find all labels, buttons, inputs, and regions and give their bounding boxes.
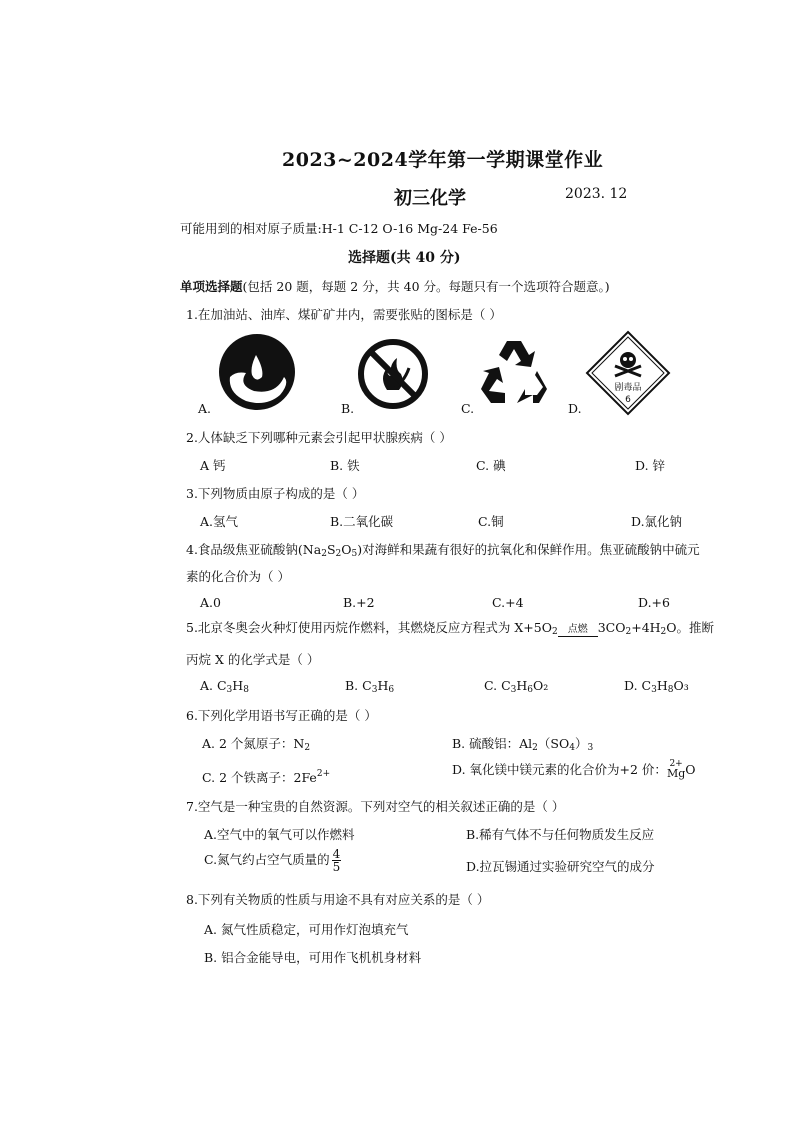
q4-option-c: C.+4 [492,595,524,610]
q4-stem-part: S [326,542,336,557]
opt-text: H [516,678,528,693]
opt-text: O₃ [673,678,689,693]
valence-top: 2+ [669,759,683,769]
q7-option-a: A.空气中的氧气可以作燃料 [204,827,355,842]
opt-text: ） [574,736,588,751]
opt-text: A. C [200,678,227,693]
page-title: 2023~2024学年第一学期课堂作业 [282,149,604,171]
q8-option-a: A. 氮气性质稳定，可用作灯泡填充气 [204,922,409,937]
q4-stem-part: )对海鲜和果蔬有很好的抗氧化和保鲜作用。焦亚硫酸钠中硫元 [357,542,700,557]
opt-text: D. 氧化镁中镁元素的化合价为+2 价： [452,762,667,777]
opt-text: O₂ [533,678,549,693]
q4-option-d: D.+6 [638,595,670,610]
q1-label-d: D. [568,401,582,416]
q5-stem-part: 5.北京冬奥会火种灯使用丙烷作燃料，其燃烧反应方程式为 X+5O [186,620,552,635]
q5-sub: 2 [551,627,558,637]
q5-option-d [624,678,689,695]
opt-text: B. C [345,678,372,693]
q5-stem-part: O。推断 [666,620,715,635]
opt-sub: 6 [527,685,534,695]
q6-option-d [452,760,696,778]
reaction-condition [558,625,598,637]
recycle-icon [477,337,551,409]
opt-sub: 3 [226,685,233,695]
no-fire-icon [357,338,429,410]
subject-title: 初三化学 [394,188,466,209]
atomic-masses: 可能用到的相对原子质量:H-1 C-12 O-16 Mg-24 Fe-56 [180,221,498,236]
q3-option-d: D.氯化钠 [631,514,683,529]
question-8-stem: 8.下列有关物质的性质与用途不具有对应关系的是（ ） [186,892,490,907]
opt-sub: 3 [651,685,657,695]
opt-text: （SO [537,736,570,751]
q4-option-a: A.0 [200,595,221,610]
section-title: 选择题(共 40 分) [348,250,461,266]
opt-text: O [685,762,696,777]
opt-text: C.氮气约占空气质量的 [204,852,330,867]
q7-option-d: D.拉瓦锡通过实验研究空气的成分 [466,859,655,874]
reaction-line [558,636,598,637]
opt-sub: 2 [304,743,311,753]
question-5-stem-line2: 丙烷 X 的化学式是（ ） [186,652,320,667]
q4-sub: 2 [321,549,327,559]
opt-sup: 2+ [316,769,331,779]
question-2-stem: 2.人体缺乏下列哪种元素会引起甲状腺疾病（ ） [186,430,452,445]
opt-text: H [656,678,668,693]
opt-sub: 3 [587,743,594,753]
opt-text: H [232,678,244,693]
section-instructions [180,277,610,295]
q1-label-c: C. [461,401,475,416]
q4-stem-part: 4.食品级焦亚硫酸钠(Na [186,542,322,557]
condition-text: 点燃 [567,624,588,635]
toxic-class-number: 6 [625,395,631,405]
toxic-hazard-icon [585,330,671,416]
valence-notation [667,760,685,778]
instr-rest: (包括 20 题，每题 2 分，共 40 分。每题只有一个选项符合题意。) [242,279,610,294]
q5-sub: 2 [660,627,667,637]
q4-sub: 2 [335,549,342,559]
q4-stem-part: O [341,542,352,557]
question-6-stem: 6.下列化学用语书写正确的是（ ） [186,708,377,723]
q3-option-a: A.氢气 [200,514,239,529]
q2-option-b: B. 铁 [330,458,360,473]
opt-text: C. 2 个铁离子：2Fe [202,770,317,785]
q4-option-b: B.+2 [343,595,375,610]
q3-option-c: C.铜 [478,514,504,529]
opt-sub: 3 [510,685,517,695]
q8-option-b: B. 铝合金能导电，可用作飞机机身材料 [204,950,422,965]
fraction-denominator: 5 [332,860,341,874]
q6-option-a [202,734,310,753]
opt-text: D. C [624,678,652,693]
q2-option-c: C. 碘 [476,458,506,473]
q2-option-d: D. 锌 [635,458,666,473]
q5-stem-part: +4H [631,620,661,635]
q5-stem-part: 3CO [597,620,626,635]
opt-sub: 6 [388,685,395,695]
opt-sub: 3 [371,685,378,695]
q2-option-a: A 钙 [200,458,226,473]
q5-option-b [345,678,394,695]
opt-sub: 8 [243,685,249,695]
q3-option-b: B.二氧化碳 [330,514,394,529]
opt-sub: 8 [667,685,674,695]
opt-text: B. 硫酸铝：Al [452,736,533,751]
date: 2023. 12 [565,186,628,202]
question-4-stem-line2: 素的化合价为（ ） [186,569,290,584]
q1-label-b: B. [341,401,355,416]
valence-element: Mg [666,767,686,780]
question-4-stem [186,540,700,559]
q7-option-b: B.稀有气体不与任何物质发生反应 [466,827,655,842]
fraction [332,848,342,873]
opt-text: C. C [484,678,511,693]
question-7-stem: 7.空气是一种宝贵的自然资源。下列对空气的相关叙述正确的是（ ） [186,799,565,814]
q1-label-a: A. [198,401,212,416]
opt-text: A. 2 个氮原子：N [202,736,305,751]
instr-bold: 单项选择题 [180,279,243,294]
q5-option-c [484,678,548,695]
q6-option-b [452,734,593,753]
opt-text: H [377,678,389,693]
toxic-label: 剧毒品 [614,383,642,393]
question-3-stem: 3.下列物质由原子构成的是（ ） [186,486,365,501]
q4-sub: 5 [351,549,358,559]
water-saving-icon [218,333,296,411]
q6-option-c [202,768,330,786]
fraction-numerator: 4 [332,847,341,861]
opt-sub: 4 [569,743,575,753]
opt-sub: 2 [532,743,538,753]
q5-option-a [200,678,249,695]
question-5-stem [186,618,714,637]
q5-sub: 2 [625,627,632,637]
q7-option-c [204,848,341,873]
question-1-stem: 1.在加油站、油库、煤矿矿井内，需要张贴的图标是（ ） [186,307,502,322]
